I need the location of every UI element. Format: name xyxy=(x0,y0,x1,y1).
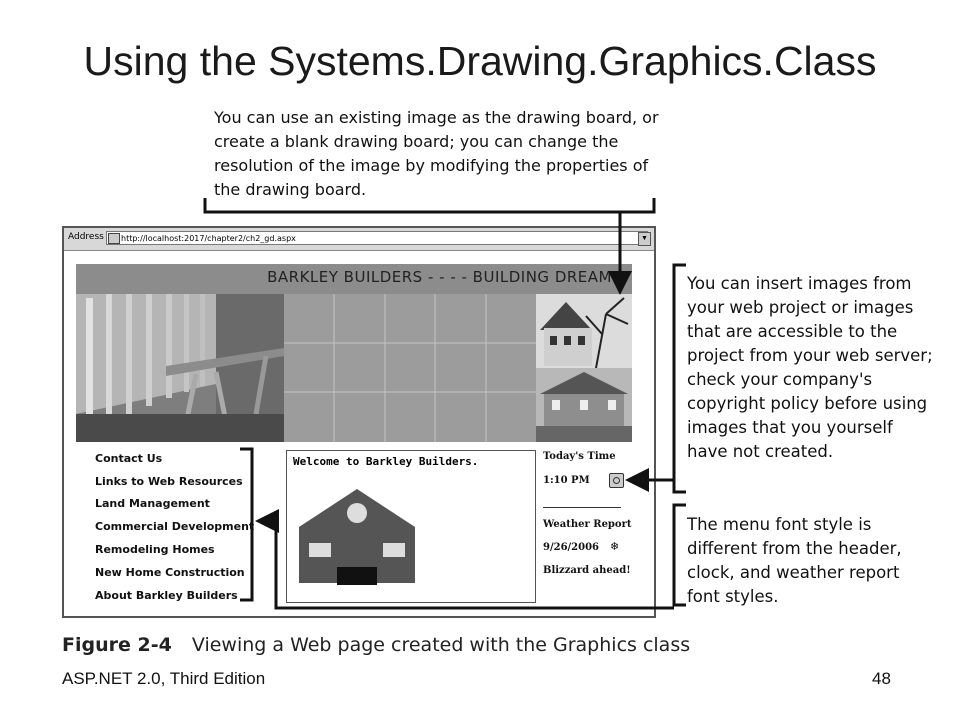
footer-book-title: ASP.NET 2.0, Third Edition xyxy=(62,669,266,688)
welcome-text: Welcome to Barkley Builders. xyxy=(293,455,479,468)
callout-insert-images: You can insert images from your web project or images that are accessible to the project from your web server; check your company's copyright policy before using images that you yourself have not created. xyxy=(687,274,933,461)
menu-item-about[interactable]: About Barkley Builders xyxy=(95,589,238,602)
callout-drawing-board: You can use an existing image as the drawing board, or create a blank drawing board; you can change the resolution of the image by modifying the properties of the drawing board. xyxy=(214,108,659,199)
time-label: Today's Time xyxy=(543,451,616,462)
figure-label: Figure 2-4 xyxy=(62,634,172,656)
weather-date: 9/26/2006 xyxy=(543,542,600,553)
menu-item-remodeling[interactable]: Remodeling Homes xyxy=(95,543,215,556)
menu-item-commercial[interactable]: Commercial Development xyxy=(95,520,255,533)
menu-item-links[interactable]: Links to Web Resources xyxy=(95,475,243,488)
weather-label: Weather Report xyxy=(543,519,632,530)
page-number: 48 xyxy=(872,669,891,688)
chevron-down-icon[interactable]: ▼ xyxy=(638,232,651,246)
callout-menu-font: The menu font style is different from the header, clock, and weather report font styles. xyxy=(687,515,902,606)
time-value: 1:10 PM xyxy=(543,475,590,486)
address-input[interactable]: http://localhost:2017/chapter2/ch2_gd.aspx xyxy=(106,231,648,245)
menu-item-land-management[interactable]: Land Management xyxy=(95,497,210,510)
slide-title: Using the Systems.Drawing.Graphics.Class xyxy=(83,38,877,84)
weather-text: Blizzard ahead! xyxy=(543,565,631,576)
banner-text: BARKLEY BUILDERS - - - - BUILDING DREAMS xyxy=(267,268,622,286)
figure-caption xyxy=(62,634,690,656)
address-label: Address xyxy=(68,232,104,242)
snowflake-icon: ❄ xyxy=(610,541,620,553)
menu-item-contact-us[interactable]: Contact Us xyxy=(95,452,163,465)
figure-text: Viewing a Web page created with the Graphics class xyxy=(191,634,691,656)
menu-item-new-home[interactable]: New Home Construction xyxy=(95,566,245,579)
